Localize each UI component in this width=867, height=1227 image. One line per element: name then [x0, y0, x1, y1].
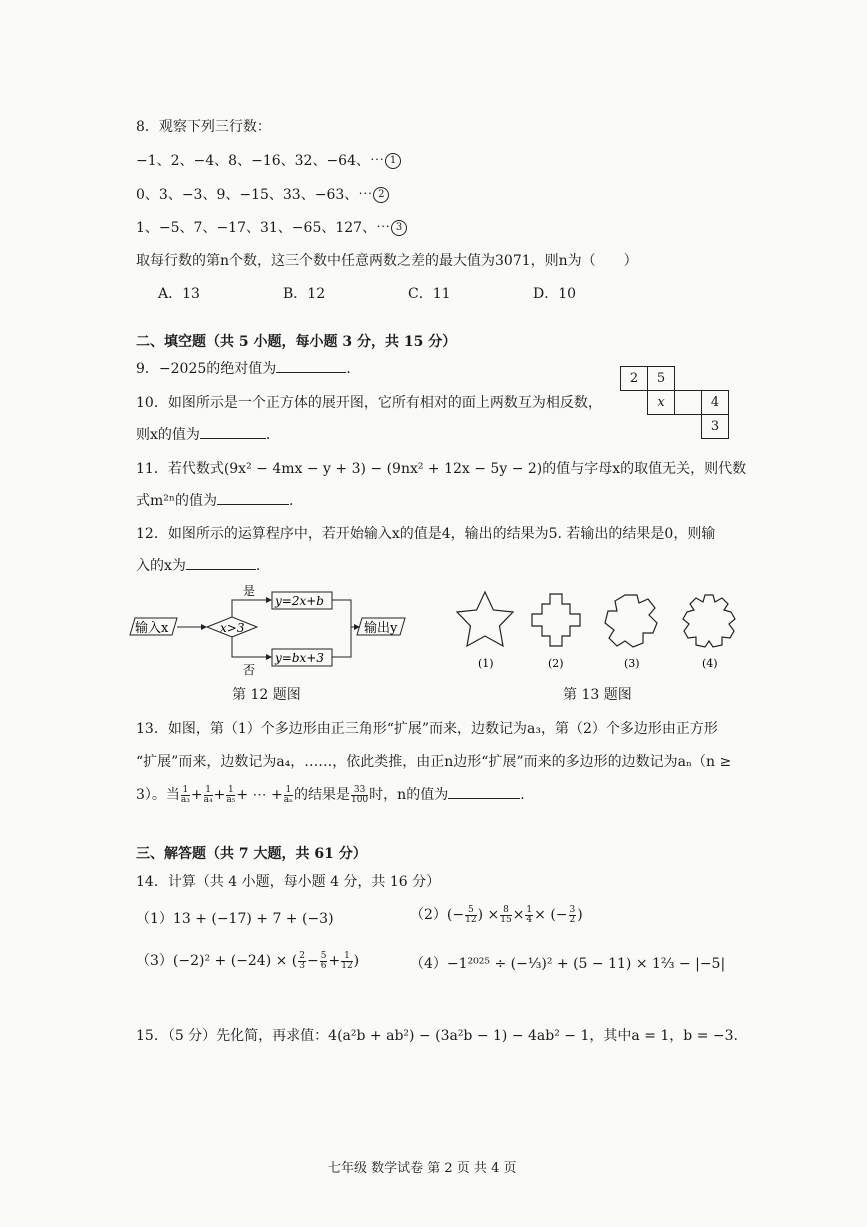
q14-part3-label: （3）(−2)² + (−24) × ( — [136, 953, 298, 969]
no-label: 否 — [243, 663, 256, 677]
q14-part2: （2）(− $\frac{5}{12}$ ) × $\frac{8}{15}$ × $\frac{1}{4}$ × (− $\frac{3}{2}$ ) — [410, 904, 583, 925]
q13-line2: “扩展”而来，边数记为a₄，……，依此类推，由正n边形“扩展”而来的多边形的边数记为aₙ（n ≥ — [136, 754, 732, 770]
flowchart-figure — [125, 580, 425, 680]
fraction: $\frac{2}{3}$ — [299, 950, 306, 971]
page-footer: 七年级 数学试卷 第 2 页 共 4 页 — [328, 1161, 517, 1176]
fraction-result — [351, 786, 368, 805]
q14-part1: （1）13 + (−17) + 7 + (−3) — [136, 911, 334, 927]
q10-text: 则x的值为 — [136, 427, 200, 443]
top-formula: y=2x+b — [275, 594, 324, 608]
branch-yes — [232, 600, 270, 617]
q13-text: 时，n的值为 — [369, 787, 449, 803]
net-cell: 3 — [702, 415, 729, 439]
section-3-title: 三、解答题（共 7 大题，共 61 分） — [136, 846, 367, 862]
q13-end: . — [520, 787, 525, 803]
q13-line3: 3）。当 $\frac{1}{\text{a₃}}$ + $\frac{1}{\text{a₄}}$ + $\frac{1}{\text{a₅}}$ + ⋯ + $\frac{1}{\text{aₙ}}$ 的结果是 $\frac{33}{100}$ 时，n的值为 . — [136, 784, 525, 805]
q11-line1: 11．若代数式(9x² − 4mx − y + 3) − (9nx² + 12x − 5y − 2)的值与字母x的取值无关，则代数 — [136, 461, 747, 477]
section-2-title: 二、填空题（共 5 小题，每小题 3 分，共 15 分） — [136, 334, 457, 350]
q12-end: . — [255, 558, 261, 574]
q9-end: . — [346, 361, 351, 377]
q13-text: 3）。当 — [136, 787, 180, 803]
figure-label: (4) — [702, 657, 718, 670]
fraction: $\frac{1}{\text{a₅}}$ — [226, 784, 236, 805]
q9 — [136, 358, 351, 378]
circled-number: 1 — [385, 153, 401, 169]
q14-part2-label: （2） — [410, 907, 447, 923]
q14-part4: （4）−1²⁰²⁵ ÷ (−⅓)² + (5 − 11) × 1⅔ − |−5| — [410, 956, 726, 972]
circled-number: 3 — [391, 220, 407, 236]
q12-line1: 12．如图所示的运算程序中，若开始输入x的值是4，输出的结果为5. 若输出的结果是0，则输 — [136, 526, 716, 542]
option-a[interactable]: A．13 — [158, 286, 200, 302]
q11-line2 — [136, 490, 293, 510]
figure-12-caption: 第 12 题图 — [232, 687, 301, 703]
output-label: 输出y — [364, 621, 398, 636]
fraction: $\frac{5}{12}$ — [465, 904, 477, 925]
q8-row3 — [136, 217, 407, 237]
net-cell — [675, 391, 702, 415]
figure-label: (2) — [548, 657, 564, 670]
option-b[interactable]: B．12 — [283, 286, 326, 302]
fraction: $\frac{1}{12}$ — [341, 950, 353, 971]
answer-blank[interactable] — [276, 372, 346, 373]
fraction: $\frac{1}{\text{a₃}}$ — [180, 784, 190, 805]
fraction: $\frac{5}{6}$ — [320, 950, 327, 971]
fraction-numerator: 33 — [351, 786, 368, 796]
fraction: $\frac{1}{4}$ — [526, 904, 533, 925]
cube-net-figure — [620, 366, 729, 439]
q8-options — [158, 283, 658, 303]
q10-line2 — [136, 424, 270, 444]
q8-stem: 8．观察下列三行数： — [136, 119, 271, 135]
net-cell: 4 — [702, 391, 729, 415]
q10-end: . — [265, 427, 271, 443]
polygon-4 — [683, 595, 735, 647]
branch-no — [232, 637, 270, 657]
fraction: $\frac{1}{\text{aₙ}}$ — [283, 784, 293, 805]
option-d[interactable]: D．10 — [533, 286, 577, 302]
polygon-3 — [605, 595, 657, 647]
q8-row3-text: 1、−5、7、−17、31、−65、127、⋯ — [136, 220, 391, 236]
answer-blank[interactable] — [217, 504, 289, 505]
q14-stem: 14．计算（共 4 小题，每小题 4 分，共 16 分） — [136, 874, 441, 890]
yes-label: 是 — [243, 584, 256, 598]
q8-row2 — [136, 184, 389, 204]
figure-label: (3) — [624, 657, 640, 670]
q9-text: 9．−2025的绝对值为 — [136, 361, 277, 377]
circled-number: 2 — [373, 187, 389, 203]
q12-text: 入的x为 — [136, 558, 186, 574]
cross-polygon-2 — [532, 594, 580, 646]
q11-end: . — [288, 493, 294, 509]
net-cell-x: x — [648, 391, 675, 415]
arrowhead — [266, 654, 272, 660]
star-polygon-1 — [457, 592, 513, 646]
q13-line1: 13．如图，第（1）个多边形由正三角形“扩展”而来，边数记为a₃，第（2）个多边形由正方形 — [136, 721, 718, 737]
fraction: $\frac{1}{\text{a₄}}$ — [203, 784, 213, 805]
net-cell: 2 — [621, 367, 648, 391]
answer-blank[interactable] — [186, 569, 256, 570]
q11-text: 式m²ⁿ的值为 — [136, 493, 217, 509]
q12-line2 — [136, 555, 260, 575]
q10-line1: 10．如图所示是一个正方体的展开图，它所有相对的面上两数互为相反数， — [136, 395, 602, 411]
q8-row2-text: 0、3、−3、9、−15、33、−63、⋯ — [136, 187, 373, 203]
arrowhead — [266, 597, 272, 603]
fraction-denominator: 100 — [350, 794, 369, 805]
q8-row1-text: −1、2、−4、8、−16、32、−64、⋯ — [136, 153, 384, 169]
figure-label: (1) — [478, 657, 494, 670]
polygon-sequence-figure — [448, 588, 748, 670]
q14-part3: （3）(−2)² + (−24) × ( $\frac{2}{3}$ − $\frac{5}{6}$ + $\frac{1}{12}$ ) — [136, 950, 360, 971]
input-label: 输入x — [135, 621, 169, 636]
net-cell: 5 — [648, 367, 675, 391]
option-c[interactable]: C．11 — [408, 286, 451, 302]
answer-blank[interactable] — [200, 438, 266, 439]
figure-13-caption: 第 13 题图 — [563, 687, 632, 703]
q13-text: 的结果是 — [293, 787, 350, 803]
q15: 15．（5 分）先化简，再求值：4(a²b + ab²) − (3a²b − 1) − 4ab² − 1，其中a = 1，b = −3. — [136, 1028, 738, 1044]
answer-blank[interactable] — [448, 798, 520, 799]
q8-question: 取每行数的第n个数，这三个数中任意两数之差的最大值为3071，则n为（ ） — [136, 253, 638, 269]
q8-row1 — [136, 150, 401, 170]
fraction: $\frac{8}{15}$ — [500, 904, 512, 925]
condition-label: x>3 — [220, 621, 245, 635]
bottom-formula: y=bx+3 — [275, 651, 324, 665]
merge-line — [332, 600, 351, 657]
fraction: $\frac{3}{2}$ — [569, 904, 576, 925]
